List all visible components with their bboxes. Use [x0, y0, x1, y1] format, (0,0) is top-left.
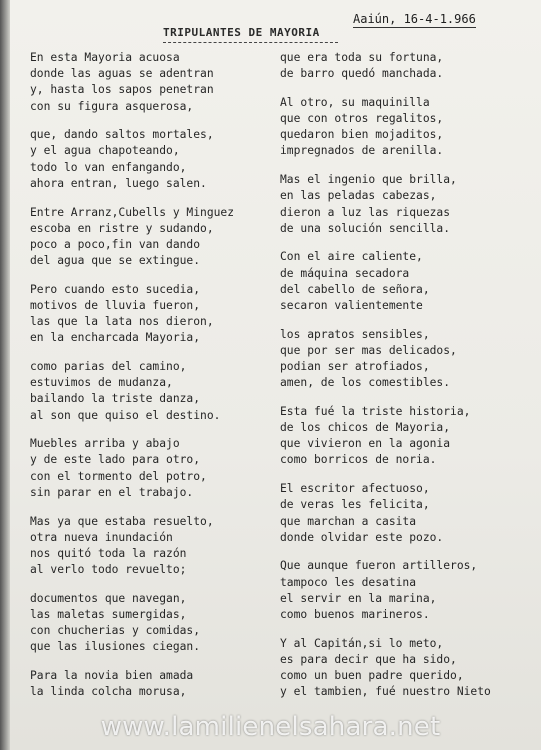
verse-line: secaron valientemente: [280, 298, 423, 312]
stanza: [280, 95, 530, 160]
verse-line: amen, de los comestibles.: [280, 376, 451, 390]
verse-line: en la encharcada Mayoria,: [30, 331, 201, 345]
verse-line: y de este lado para otro,: [30, 453, 201, 467]
verse-line: Al otro, su maquinilla: [280, 95, 430, 109]
verse-line: de una solución sencilla.: [280, 221, 451, 235]
verse-line: del cabello de señora,: [280, 282, 430, 296]
verse-line: la linda colcha morusa,: [30, 685, 187, 699]
verse-line: donde las aguas se adentran: [30, 67, 214, 81]
page-left-edge: [0, 0, 10, 750]
stanza: [30, 436, 270, 501]
verse-line: al son que quiso el destino.: [30, 408, 221, 422]
verse-line: que, dando saltos mortales,: [30, 128, 214, 142]
verse-line: que por ser mas delicados,: [280, 343, 457, 357]
verse-line: es para decir que ha sido,: [280, 652, 457, 666]
verse-line: impregnados de arenilla.: [280, 144, 444, 158]
verse-line: En esta Mayoria acuosa: [30, 51, 180, 64]
stanza: [30, 591, 270, 656]
verse-line: con el tormento del potro,: [30, 469, 207, 483]
verse-line: escoba en ristre y sudando,: [30, 221, 214, 235]
verse-line: poco a poco,fin van dando: [30, 237, 201, 251]
verse-line: todo lo van enfangando,: [30, 160, 187, 174]
stanza: [280, 50, 530, 82]
verse-line: de veras les felicita,: [280, 498, 430, 512]
stanza: [280, 172, 530, 237]
verse-line: con su figura asquerosa,: [30, 99, 194, 113]
verse-line: de máquina secadora: [280, 266, 410, 280]
dateline: Aaiún, 16-4-1.966: [353, 12, 476, 26]
verse-line: el servir en la marina,: [280, 591, 437, 605]
verse-line: como parias del camino,: [30, 360, 187, 373]
verse-line: al verlo todo revuelto;: [30, 563, 187, 577]
verse-line: que las ilusiones ciegan.: [30, 640, 201, 654]
verse-line: Para la novia bien amada: [30, 669, 194, 682]
stanza: [30, 514, 270, 579]
right-column: [280, 50, 530, 713]
verse-line: las que la lata nos dieron,: [30, 315, 214, 329]
verse-line: bailando la triste danza,: [30, 392, 201, 406]
verse-line: Esta fué la triste historia,: [280, 404, 471, 418]
verse-line: estuvimos de mudanza,: [30, 376, 173, 390]
verse-line: de los chicos de Mayoria,: [280, 421, 451, 435]
verse-line: en las peladas cabezas,: [280, 189, 437, 203]
title-underline: [163, 42, 338, 43]
verse-line: quedaron bien mojaditos,: [280, 128, 444, 142]
verse-line: de barro quedó manchada.: [280, 67, 444, 81]
verse-line: los apratos sensibles,: [280, 327, 430, 341]
left-column: [30, 50, 270, 713]
verse-line: Pero cuando esto sucedia,: [30, 282, 201, 296]
verse-line: que con otros regalitos,: [280, 112, 444, 126]
stanza: [30, 127, 270, 192]
verse-line: que era toda su fortuna,: [280, 51, 444, 64]
verse-line: Mas ya que estaba resuelto,: [30, 514, 214, 528]
verse-line: Que aunque fueron artilleros,: [280, 559, 478, 573]
verse-line: con chucherias y comidas,: [30, 624, 201, 638]
verse-line: Muebles arriba y abajo: [30, 437, 180, 451]
stanza: [30, 359, 270, 424]
verse-line: y el agua chapoteando,: [30, 144, 180, 158]
verse-line: y, hasta los sapos penetran: [30, 83, 214, 97]
verse-line: del agua que se extingue.: [30, 254, 201, 268]
verse-line: tampoco les desatina: [280, 575, 417, 589]
stanza: [280, 249, 530, 314]
verse-line: motivos de lluvia fueron,: [30, 298, 201, 312]
verse-line: Con el aire caliente,: [280, 250, 423, 264]
verse-line: otra nueva inundación: [30, 530, 173, 544]
verse-line: como borricos de noria.: [280, 453, 437, 467]
stanza: [280, 636, 530, 701]
stanza: [280, 558, 530, 623]
verse-line: Mas el ingenio que brilla,: [280, 173, 457, 187]
stanza: [30, 282, 270, 347]
verse-line: sin parar en el trabajo.: [30, 485, 194, 499]
stanza: [30, 50, 270, 115]
verse-line: donde olvidar este pozo.: [280, 530, 444, 544]
stanza: [280, 481, 530, 546]
poem-title: TRIPULANTES DE MAYORIA: [163, 26, 320, 39]
stanza: [30, 668, 270, 700]
verse-line: que marchan a casita: [280, 514, 417, 528]
site-watermark: www.lamilienelsahara.net: [100, 712, 441, 742]
verse-line: Entre Arranz,Cubells y Minguez: [30, 205, 235, 219]
verse-line: El escritor afectuoso,: [280, 482, 430, 496]
verse-line: documentos que navegan,: [30, 591, 187, 605]
verse-line: que vivieron en la agonia: [280, 437, 451, 451]
verse-line: dieron a luz las riquezas: [280, 205, 451, 219]
stanza: [280, 327, 530, 392]
verse-line: nos quitó toda la razón: [30, 546, 187, 560]
verse-line: ahora entran, luego salen.: [30, 176, 207, 190]
verse-line: como buenos marineros.: [280, 607, 430, 621]
verse-line: y el tambien, fué nuestro Nieto: [280, 685, 491, 699]
verse-line: Y al Capitán,si lo meto,: [280, 636, 444, 650]
stanza: [30, 205, 270, 270]
verse-line: las maletas sumergidas,: [30, 607, 187, 621]
verse-line: como un buen padre querido,: [280, 669, 464, 682]
verse-line: podian ser atrofiados,: [280, 360, 430, 373]
stanza: [280, 404, 530, 469]
